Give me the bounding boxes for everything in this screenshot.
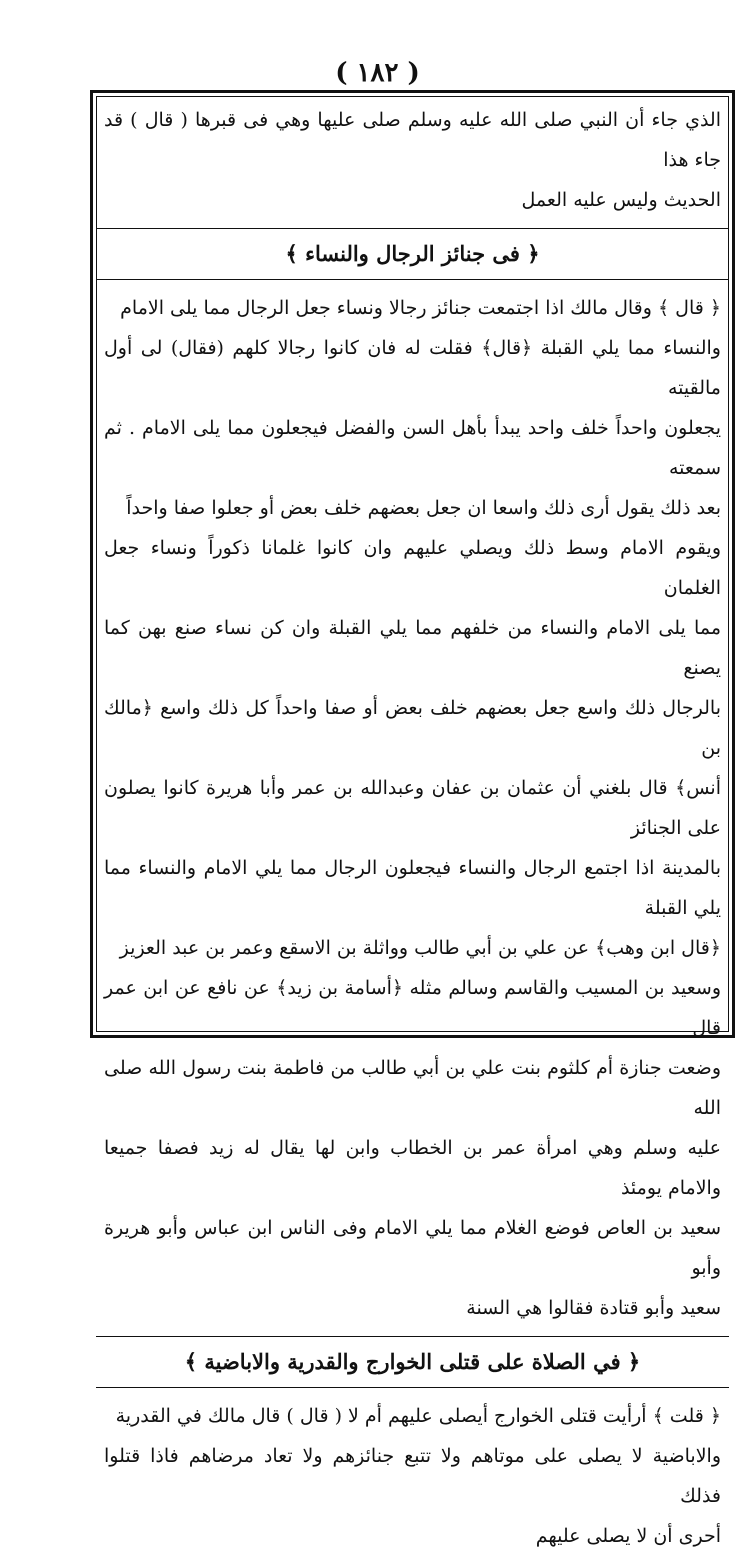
text-line: وضعت جنازة أم كلثوم بنت علي بن أبي طالب من فاطمة بنت رسول الله صلى الله: [104, 1057, 721, 1119]
text-block-kharijites: [104, 1396, 721, 1556]
section-heading-kharijites: ﴿ في الصلاة على قتلى الخوارج والقدرية والاباضية ﴾: [96, 1336, 729, 1388]
text-line: بالمدينة اذا اجتمع الرجال والنساء فيجعلون الرجال مما يلي الامام والنساء مما يلي القبلة: [104, 857, 721, 919]
text-line: وسعيد بن المسيب والقاسم وسالم مثله ﴿أسامة بن زيد﴾ عن نافع عن ابن عمر قال: [104, 977, 721, 1039]
text-line: مما يلى الامام والنساء من خلفهم مما يلي القبلة وان كن نساء صنع بهن كما يصنع: [104, 617, 721, 679]
text-line: أنس﴾ قال بلغني أن عثمان بن عفان وعبدالله بن عمر وأبا هريرة كانوا يصلون على الجنائز: [104, 777, 721, 839]
text-line: ﴿ قال ﴾ وقال مالك اذا اجتمعت جنائز رجالا ونساء جعل الرجال مما يلى الامام: [120, 297, 721, 319]
text-line: ﴿قال ابن وهب﴾ عن علي بن أبي طالب وواثلة بن الاسقع وعمر بن عبد العزيز: [119, 937, 721, 959]
text-line: الذي جاء أن النبي صلى الله عليه وسلم صلى عليها وهي فى قبرها ( قال ) قد جاء هذا: [104, 109, 721, 171]
text-line: ويقوم الامام وسط ذلك ويصلي عليهم وان كانوا غلمانا ذكوراً ونساء جعل الغلمان: [104, 537, 721, 599]
page-number: ( ١٨٢ ): [335, 58, 420, 88]
text-block-funerals: [104, 288, 721, 1328]
text-line: ﴿ قلت ﴾ أرأيت قتلى الخوارج أيصلى عليهم أم لا ( قال ) قال مالك في القدرية: [115, 1405, 721, 1427]
text-line: والنساء مما يلي القبلة ﴿قال﴾ فقلت له فان كانوا رجالا كلهم (فقال) لى أول مالقيته: [104, 337, 721, 399]
text-line: سعيد بن العاص فوضع الغلام مما يلي الامام وفى الناس ابن عباس وأبو هريرة وأبو: [104, 1217, 721, 1279]
text-line: بعد ذلك يقول أرى ذلك واسعا ان جعل بعضهم خلف بعض أو جعلوا صفا واحداً: [126, 497, 721, 519]
text-line: سعيد وأبو قتادة فقالوا هي السنة: [466, 1297, 721, 1319]
section-heading-funerals: ﴿ فى جنائز الرجال والنساء ﴾: [96, 228, 729, 280]
page-content: [104, 100, 721, 1556]
text-block-intro: [104, 100, 721, 220]
text-line: الحديث وليس عليه العمل: [521, 189, 721, 211]
text-line: بالرجال ذلك واسع جعل بعضهم خلف بعض أو صفا واحداً كل ذلك واسع ﴿مالك بن: [104, 697, 721, 759]
text-line: والاباضية لا يصلى على موتاهم ولا تتبع جنائزهم ولا تعاد مرضاهم فاذا قتلوا فذلك: [104, 1445, 721, 1507]
text-line: يجعلون واحداً خلف واحد يبدأ بأهل السن والفضل فيجعلون مما يلى الامام . ثم سمعته: [104, 417, 721, 479]
text-line: أحرى أن لا يصلى عليهم: [535, 1525, 721, 1547]
text-line: عليه وسلم وهي امرأة عمر بن الخطاب وابن لها يقال له زيد فصفا جميعا والامام يومئذ: [104, 1137, 721, 1199]
